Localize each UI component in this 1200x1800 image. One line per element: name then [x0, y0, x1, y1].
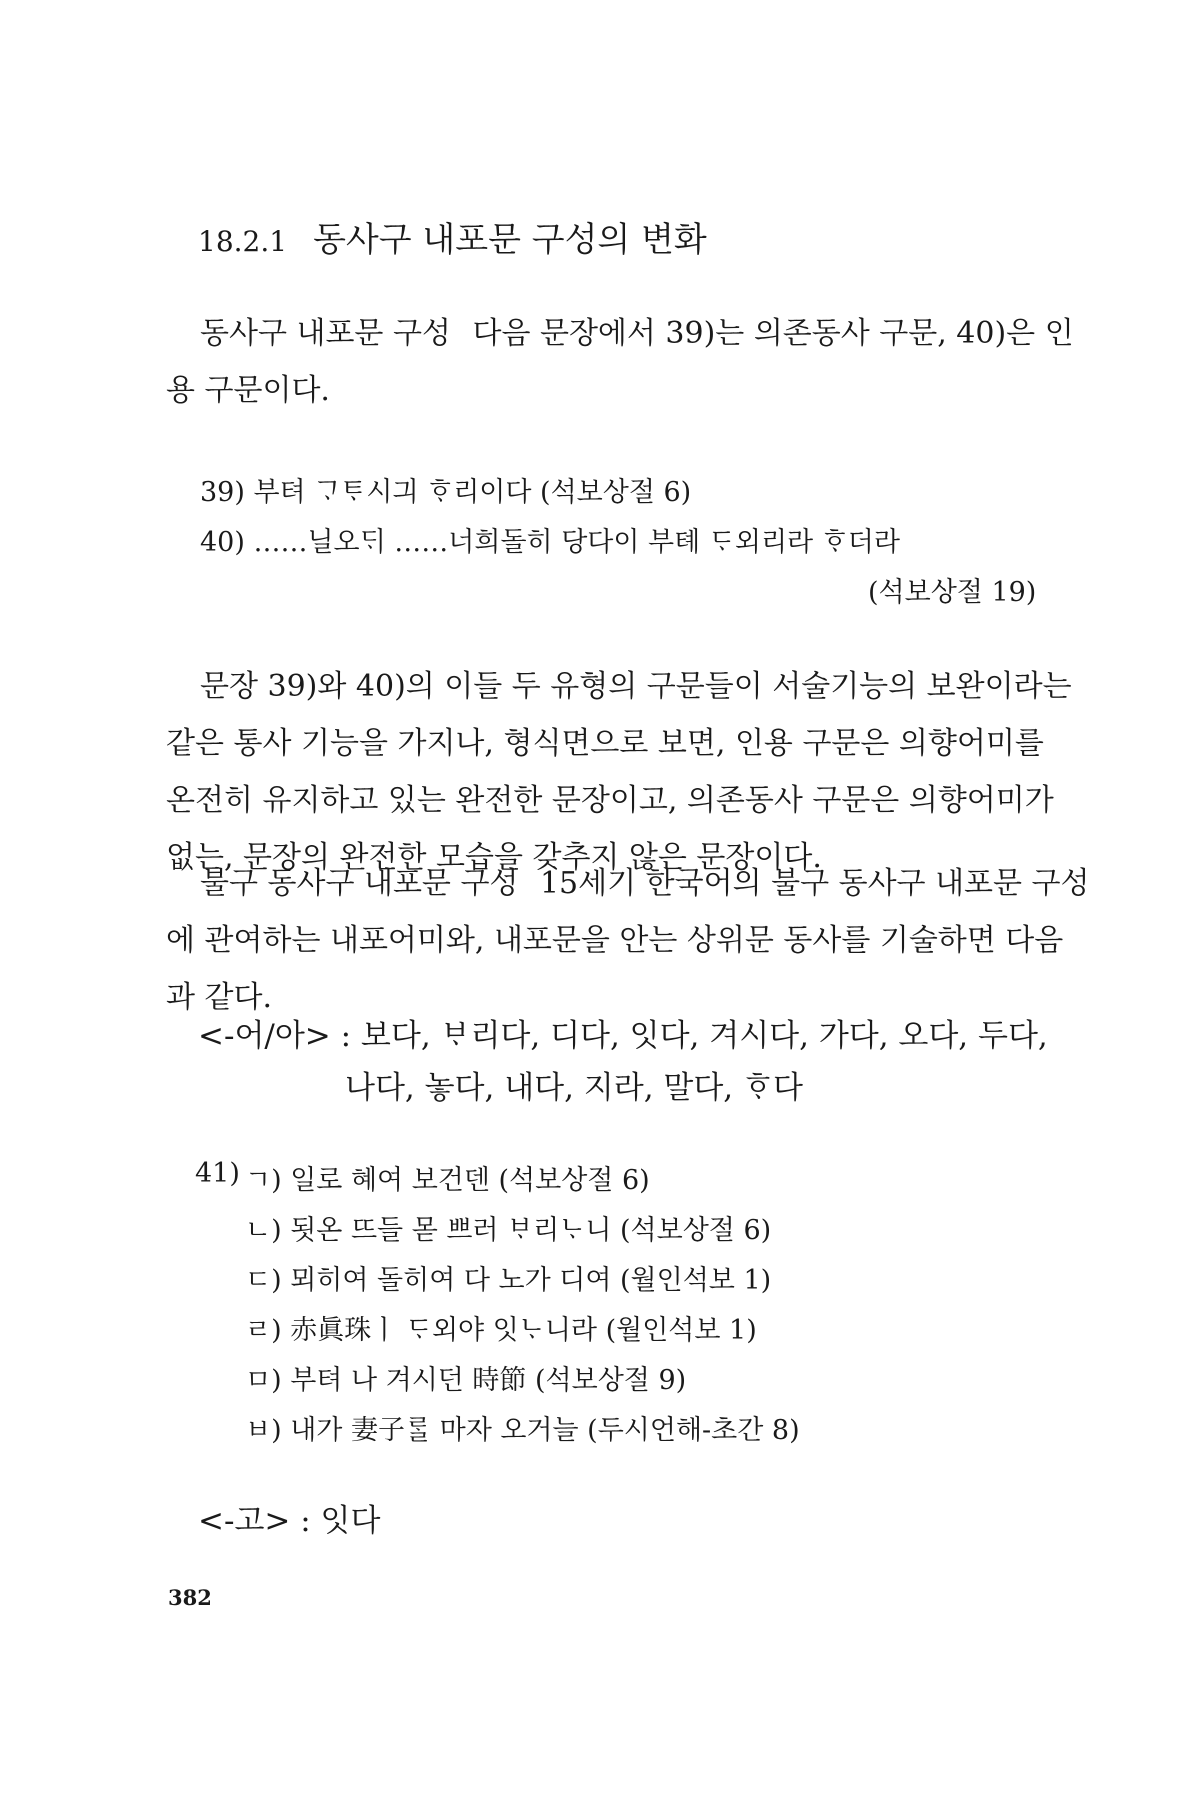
intro-line-1: 다음 문장에서 39)는 의존동사 구문, 40)은 인	[472, 316, 1074, 351]
example-39: 39) 부텨 ᄀᆞᄐᆞ시긔 ᄒᆞ리이다 (석보상절 6)	[200, 477, 692, 508]
pattern-eo-verbs-2: 나다, 놓다, 내다, 지라, 말다, ᄒᆞ다	[345, 1070, 803, 1106]
example-41-item: ㅂ) 내가 妻子ᄅᆞᆯ 마자 오거늘 (두시언해-초간 8)	[245, 1415, 800, 1446]
example-40: 40) ……닐오ᄃᆡ ……너희돌히 당다이 부톄 ᄃᆞ외리라 ᄒᆞ더라	[200, 527, 900, 558]
pattern-go-label: <-고> :	[198, 1503, 311, 1539]
intro-lead-term: 동사구 내포문 구성	[200, 316, 451, 351]
pattern-eo-verbs-1: 보다, ᄇᆞ리다, 디다, 잇다, 겨시다, 가다, 오다, 두다,	[360, 1018, 1048, 1054]
example-41-item: ㅁ) 부텨 나 겨시던 時節 (석보상절 9)	[245, 1365, 687, 1396]
example-41-item: ㄴ) 됫온 뜨들 몯 쁘러 ᄇᆞ리ᄂᆞ니 (석보상절 6)	[245, 1215, 772, 1246]
bulgu-line-1: 15세기 한국어의 불구 동사구 내포문 구성	[539, 866, 1090, 901]
discussion-line-3: 온전히 유지하고 있는 완전한 문장이고, 의존동사 구문은 의향어미가	[166, 783, 1054, 818]
pattern-eo-line-1	[198, 1010, 1048, 1055]
example-41-item: ㄱ) 일로 혜여 보건덴 (석보상절 6)	[245, 1165, 650, 1196]
bulgu-line-3: 과 같다.	[166, 980, 273, 1015]
section-heading	[198, 212, 707, 261]
intro-line-2: 용 구문이다.	[166, 373, 330, 408]
section-number: 18.2.1	[198, 225, 288, 258]
pattern-go	[198, 1495, 380, 1540]
example-40-source: (석보상절 19)	[868, 577, 1037, 608]
bulgu-lead-term: 불구 동사구 내포문 구성	[200, 866, 519, 901]
example-41-item: ㄷ) 뫼히여 돌히여 다 노가 디여 (월인석보 1)	[245, 1265, 772, 1296]
discussion-paragraph	[166, 658, 1072, 886]
discussion-line-4: 없는, 문장의 완전한 모습을 갖추지 않은 문장이다.	[166, 840, 822, 875]
section-title: 동사구 내포문 구성의 변화	[313, 220, 707, 260]
discussion-line-1: 문장 39)와 40)의 이들 두 유형의 구문들이 서술기능의 보완이라는	[200, 669, 1072, 704]
pattern-go-verb: 잇다	[320, 1503, 381, 1539]
example-41-head: 41)	[195, 1158, 240, 1189]
page-number: 382	[168, 1585, 212, 1610]
bulgu-paragraph	[166, 855, 1090, 1026]
discussion-line-2: 같은 통사 기능을 가지나, 형식면으로 보면, 인용 구문은 의향어미를	[166, 726, 1044, 761]
pattern-eo-label: <-어/아> :	[198, 1018, 352, 1054]
bulgu-line-2: 에 관여하는 내포어미와, 내포문을 안는 상위문 동사를 기술하면 다음	[166, 923, 1064, 958]
example-41-item: ㄹ) 赤眞珠ㅣ ᄃᆞ외야 잇ᄂᆞ니라 (월인석보 1)	[245, 1315, 757, 1346]
intro-paragraph	[166, 305, 1074, 419]
